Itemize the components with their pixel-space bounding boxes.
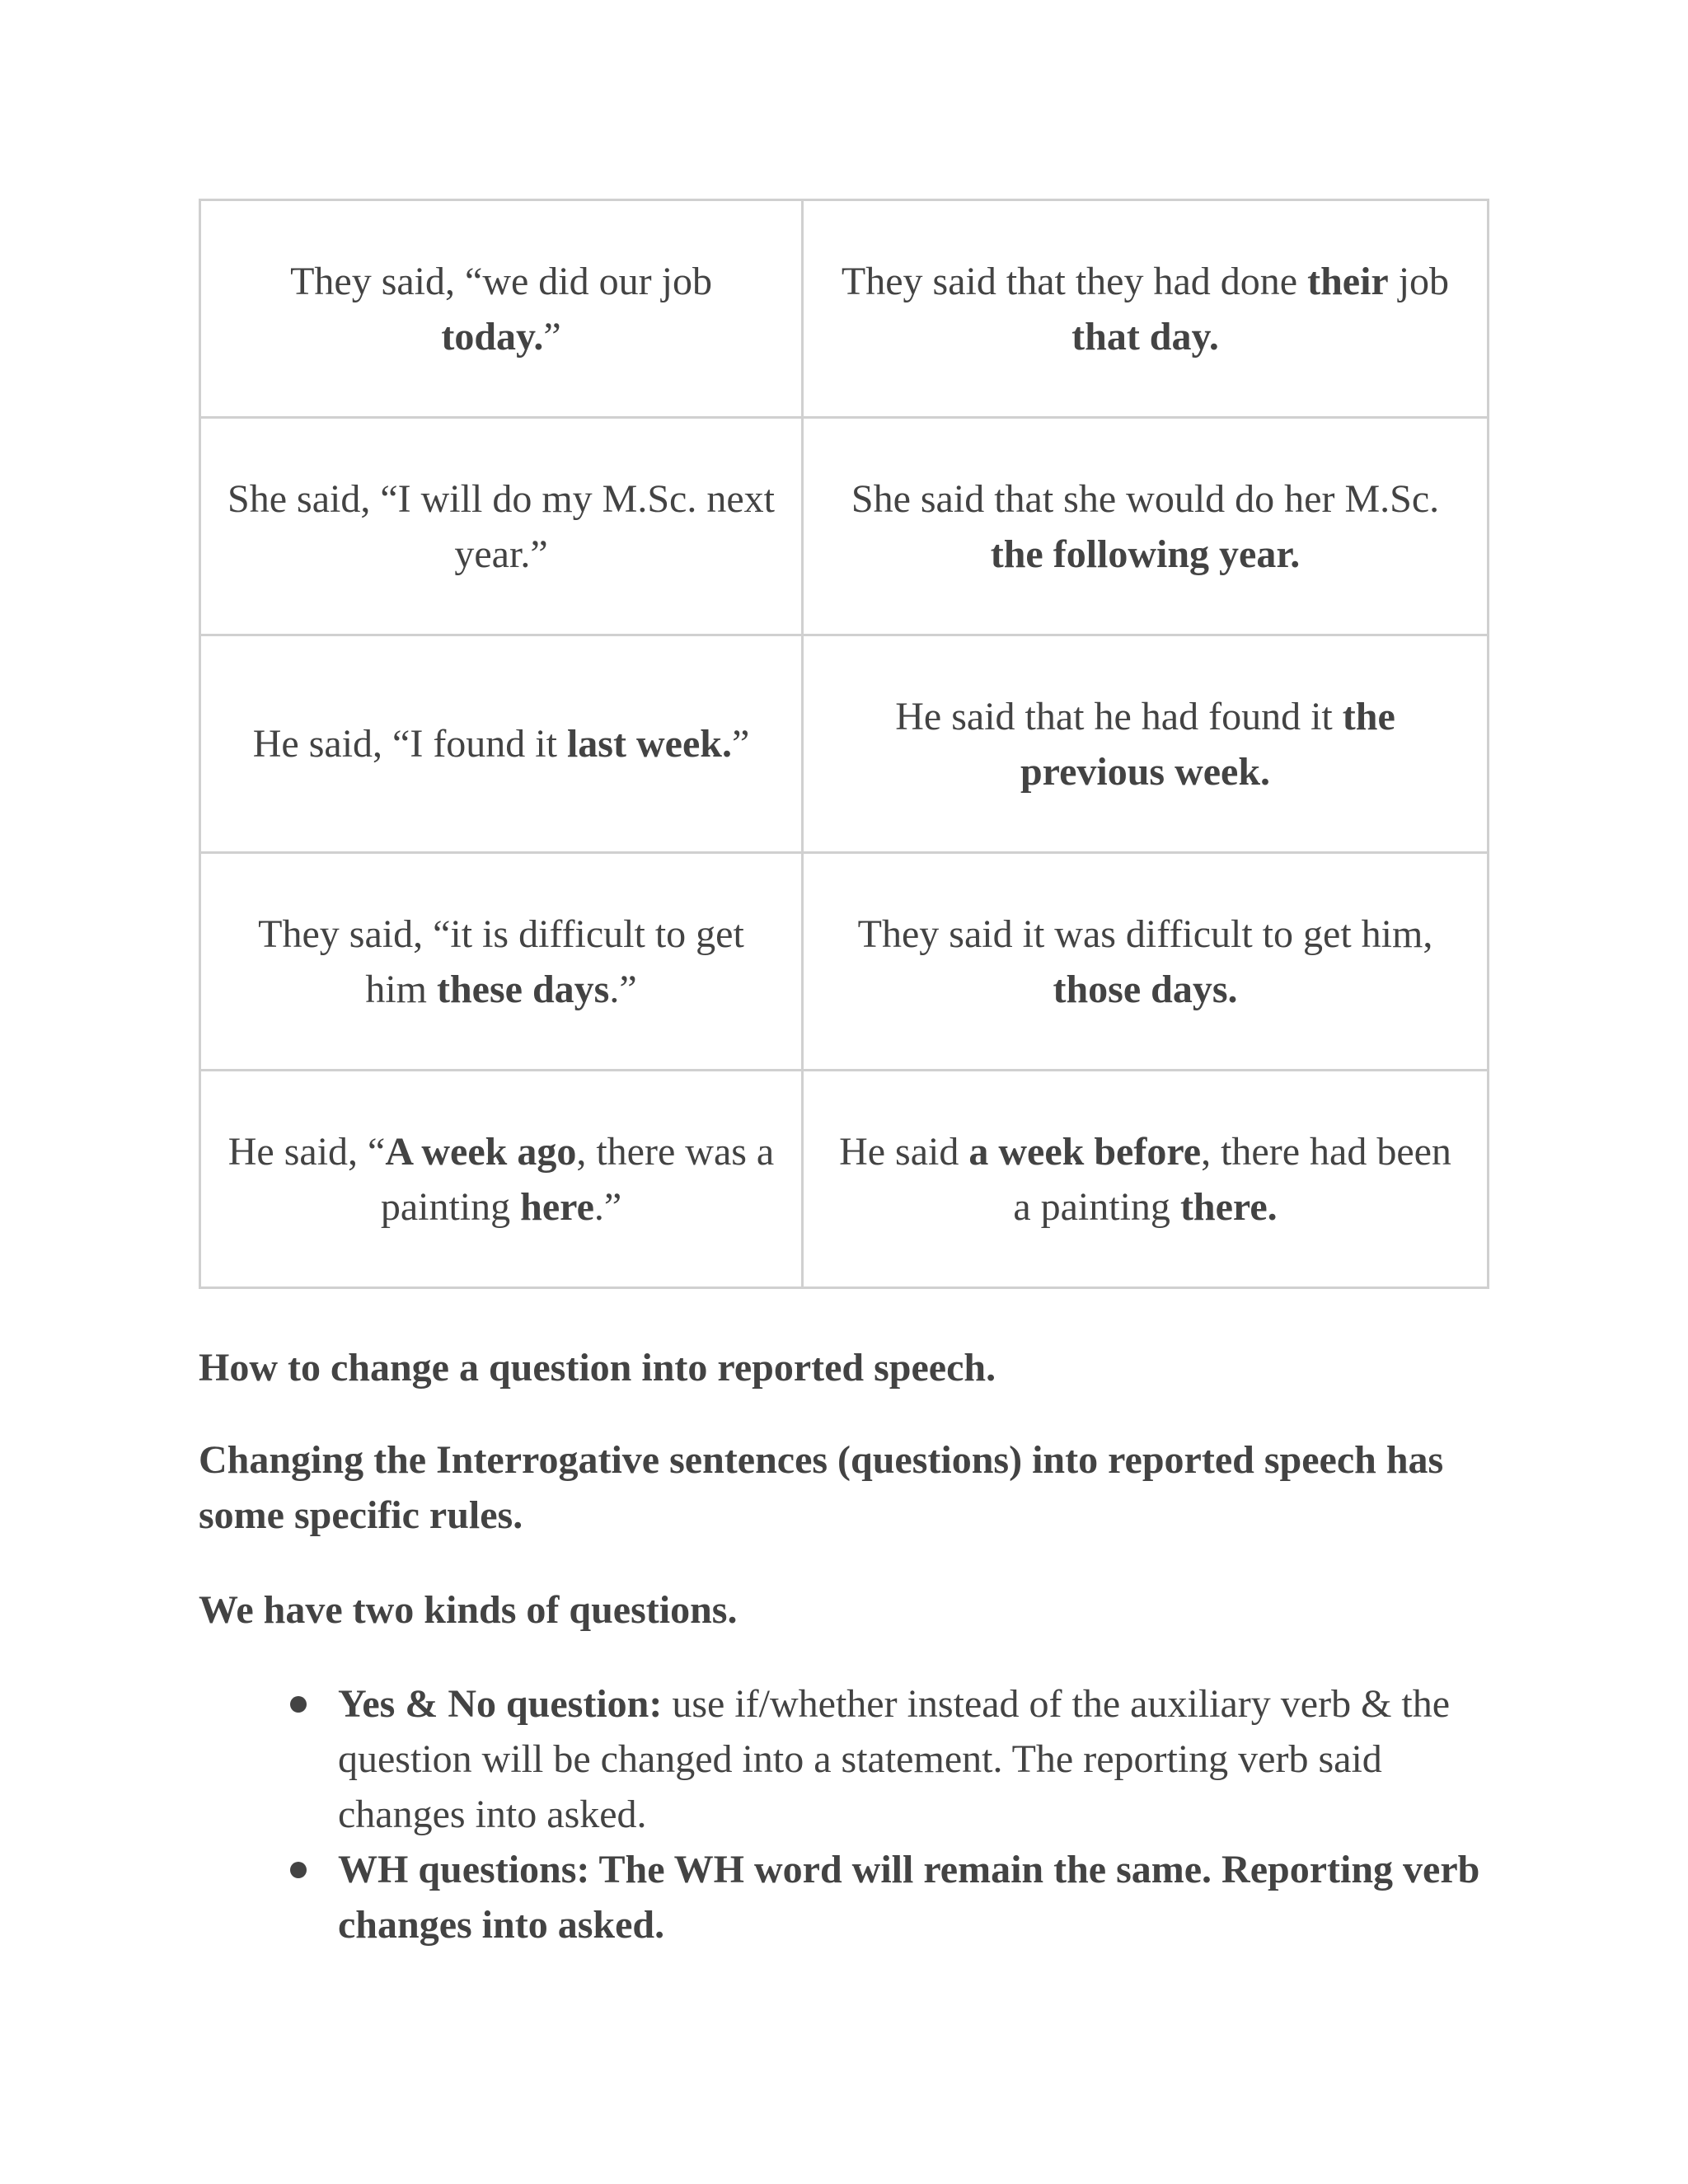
bullet-text: The WH word will remain the same. Reporting verb changes into asked. — [338, 1848, 1480, 1947]
cell-text: .” — [609, 967, 637, 1011]
table-row — [200, 418, 1489, 635]
table-row — [200, 635, 1489, 853]
bullet-dot-icon — [290, 1862, 307, 1878]
bullet-dot-icon — [290, 1696, 307, 1713]
bullet-label: WH questions: — [338, 1848, 590, 1891]
bullet-wh-question — [279, 1842, 1487, 1952]
question-kinds-paragraph: We have two kinds of questions. — [199, 1588, 738, 1632]
direct-speech-cell — [200, 853, 803, 1071]
emphasized-text: these days — [437, 967, 610, 1011]
direct-speech-cell — [200, 1071, 803, 1288]
emphasized-text: there. — [1179, 1184, 1278, 1229]
cell-text: She said that she would do her M.Sc. — [851, 476, 1440, 521]
emphasized-text: a week before — [968, 1129, 1202, 1174]
reported-speech-cell — [803, 418, 1489, 635]
cell-text: He said, “I found it — [252, 722, 567, 766]
reported-speech-cell — [803, 853, 1489, 1071]
emphasized-text: here — [520, 1184, 594, 1229]
bullet-yes-no-question — [279, 1676, 1487, 1842]
table-body — [200, 200, 1489, 1288]
section-heading: How to change a question into reported speech. — [199, 1346, 996, 1390]
cell-text: ” — [543, 314, 561, 359]
cell-text: , there had been a painting — [1013, 1129, 1451, 1229]
table-row — [200, 1071, 1489, 1288]
direct-speech-cell — [200, 635, 803, 853]
cell-text: , there was a painting — [380, 1129, 775, 1229]
direct-speech-cell — [200, 200, 803, 418]
cell-text: They said that they had done — [841, 259, 1308, 303]
bullet-text: use if/whether instead of the auxiliary verb & the question will be changed into a statement. The reporting verb said changes into asked. — [338, 1682, 1451, 1836]
emphasized-text: the following year. — [990, 532, 1301, 576]
cell-text: .” — [593, 1184, 622, 1229]
reported-speech-cell — [803, 200, 1489, 418]
cell-text: ” — [731, 722, 750, 766]
speech-conversion-table — [199, 199, 1489, 1289]
reported-speech-cell — [803, 635, 1489, 853]
cell-text: job — [1388, 259, 1450, 303]
cell-text: She said, “I will do my M.Sc. next year.” — [227, 476, 775, 576]
question-types-list — [279, 1676, 1487, 1952]
emphasized-text: A week ago — [385, 1129, 577, 1174]
emphasized-text: the previous week. — [1020, 694, 1395, 794]
emphasized-text: that day. — [1071, 314, 1219, 359]
cell-text: They said it was difficult to get him, — [857, 912, 1433, 956]
emphasized-text: last week. — [566, 722, 732, 766]
cell-text: They said, “we did our job — [290, 259, 712, 303]
table-row — [200, 200, 1489, 418]
cell-text: They said, “it is difficult to get him — [258, 912, 744, 1011]
emphasized-text: today. — [441, 314, 544, 359]
reported-speech-cell — [803, 1071, 1489, 1288]
emphasized-text: their — [1307, 259, 1389, 303]
bullet-label: Yes & No question: — [338, 1682, 663, 1726]
emphasized-text: those days. — [1053, 967, 1238, 1011]
cell-text: He said — [839, 1129, 969, 1174]
cell-text: He said, “ — [227, 1129, 386, 1174]
cell-text: He said that he had found it — [895, 694, 1343, 738]
table-row — [200, 853, 1489, 1071]
rules-paragraph: Changing the Interrogative sentences (questions) into reported speech has some specific rules. — [199, 1438, 1444, 1537]
direct-speech-cell — [200, 418, 803, 635]
